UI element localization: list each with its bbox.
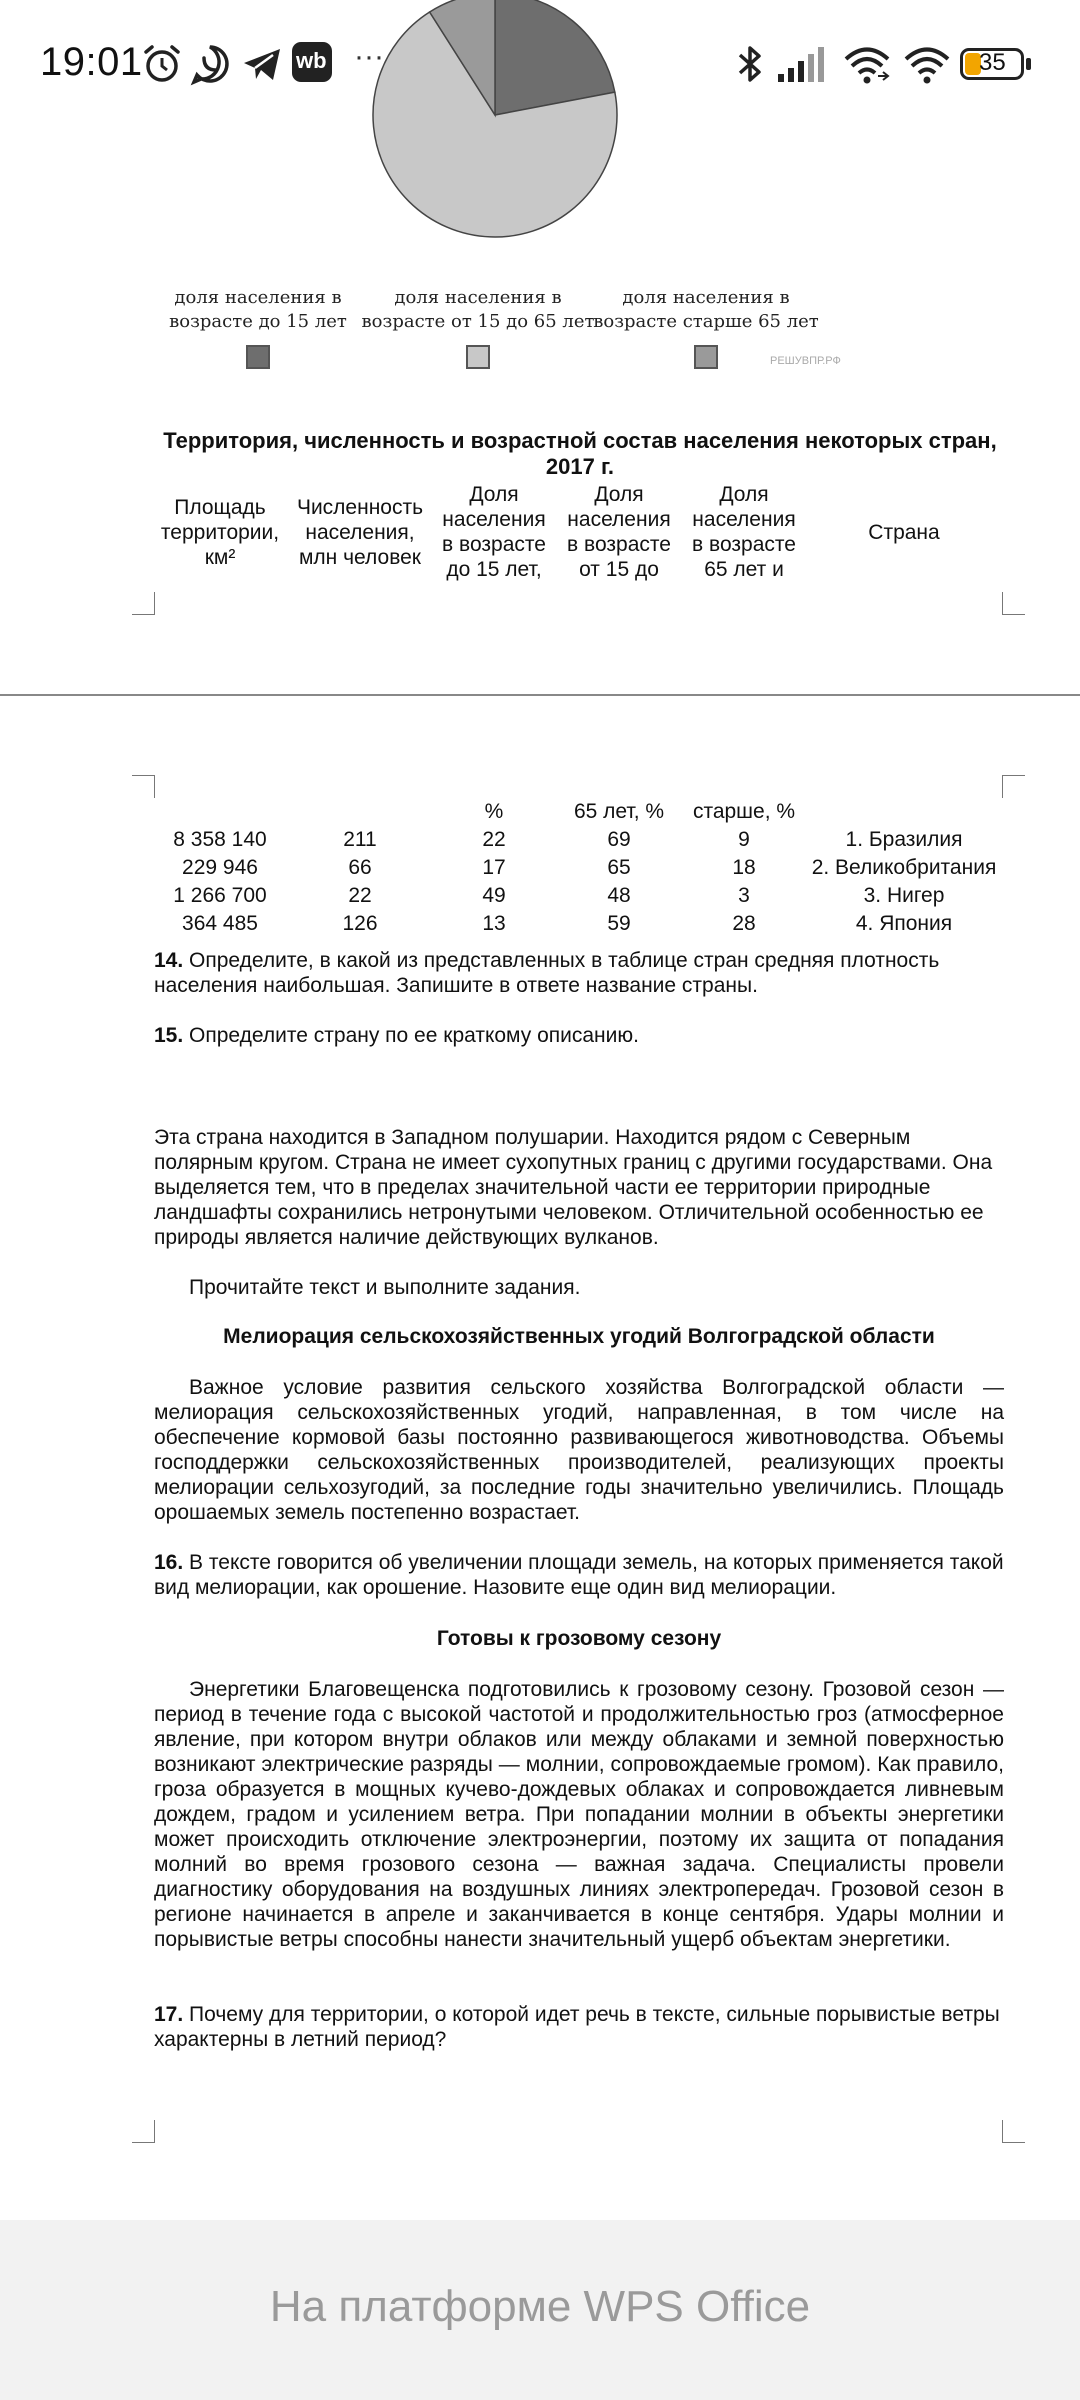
table-header-line: 65 лет и (704, 558, 784, 581)
legend-label-line: доля населения в (174, 287, 342, 308)
table-header-col-2 (285, 495, 435, 570)
question-15-number: 15. (154, 1024, 184, 1047)
table-title-line2: 2017 г. (545, 454, 615, 479)
status-bar (0, 0, 1080, 128)
table-header-col-3 (434, 482, 554, 582)
table-cell: 13 (482, 912, 506, 935)
legend-swatch-1 (246, 345, 270, 369)
question-15-description: Эта страна находится в Западном полушарии. Находится рядом с Северным полярным кругом. Страна не имеет сухопутных границ с другими государствами. Она выделяется тем, что в пределах значительной части ее территории природные ландшафты сохранились нетронутыми человеком. Отличительной особенностью ее природы является наличие действующих вулканов. (154, 1126, 993, 1249)
table-cell: 17 (482, 856, 506, 879)
question-16 (154, 1550, 1004, 1600)
table-cell: 28 (732, 912, 756, 935)
legend-label-line: возрасте от 15 до 65 лет (361, 311, 595, 332)
question-16-text: В тексте говорится об увеличении площади земель, на которых применяется такой вид мелиорации, как орошение. Назовите еще один вид мелиорации. (154, 1551, 1004, 1599)
page-corner-mark (1002, 592, 1025, 615)
table-cell: 229 946 (182, 856, 258, 879)
battery-icon (960, 48, 1024, 80)
table-header-cont-col-3: % (484, 800, 504, 823)
table-cell: 66 (348, 856, 372, 879)
bluetooth-icon (728, 42, 772, 86)
wifi-icon (842, 42, 892, 86)
question-17 (154, 2002, 1004, 2052)
wps-banner-text[interactable]: На платформе WPS Office (269, 2282, 811, 2331)
text-heading-thunderstorm: Готовы к грозовому сезону (436, 1627, 722, 1650)
table-cell: 364 485 (182, 912, 258, 935)
legend-label-1 (138, 286, 378, 334)
table-header-col-5 (684, 482, 804, 582)
table-cell: 9 (738, 828, 750, 851)
page-corner-mark (132, 592, 155, 615)
table-cell: 1 266 700 (173, 884, 267, 907)
table-header-line: территории, (160, 521, 280, 544)
question-17-number: 17. (154, 2003, 184, 2026)
table-header-line: в возрасте (442, 533, 546, 556)
legend-swatch-3 (694, 345, 718, 369)
question-15 (154, 1023, 1004, 1048)
table-header-line: населения (442, 508, 546, 531)
table-cell: 1. Бразилия (845, 828, 963, 851)
table-header-line: населения, (305, 521, 415, 544)
status-time: 19:01 (40, 40, 143, 84)
table-cell: 8 358 140 (173, 828, 267, 851)
legend-label-3 (586, 286, 826, 334)
legend-swatch-2 (466, 345, 490, 369)
table-header-col-1 (150, 495, 290, 570)
question-17-text: Почему для территории, о которой идет речь в тексте, сильные порывистые ветры характерны в летний период? (154, 2003, 1000, 2051)
table-header-line: населения (692, 508, 796, 531)
more-notifications-icon: ··· (354, 40, 384, 73)
table-title (150, 428, 1010, 480)
legend-label-line: возрасте старше 65 лет (593, 311, 819, 332)
table-cell: 3. Нигер (863, 884, 945, 907)
page-corner-mark (132, 775, 155, 798)
page-corner-mark (132, 2120, 155, 2143)
table-header-line: от 15 до (579, 558, 659, 581)
text-heading-melioration: Мелиорация сельскохозяйственных угодий Волгоградской области (223, 1325, 935, 1348)
table-cell: 22 (482, 828, 506, 851)
table-cell: 22 (348, 884, 372, 907)
question-14 (154, 948, 1004, 998)
question-16-number: 16. (154, 1551, 184, 1574)
table-cell: 59 (607, 912, 631, 935)
page-corner-mark (1002, 2120, 1025, 2143)
table-cell: 4. Япония (855, 912, 953, 935)
question-15-text: Определите страну по ее краткому описанию. (189, 1024, 639, 1047)
page-separator (0, 694, 1080, 696)
table-cell: 211 (343, 828, 377, 851)
table-header-line: населения (567, 508, 671, 531)
table-header-col-4 (559, 482, 679, 582)
table-header-cont-col-4: 65 лет, % (573, 800, 665, 823)
legend-label-line: возрасте до 15 лет (169, 311, 347, 332)
wb-icon (292, 42, 332, 82)
table-header-line: до 15 лет, (446, 558, 542, 581)
wb-icon-label: wb (296, 48, 327, 73)
table-header-line: в возрасте (692, 533, 796, 556)
whatsapp-icon (188, 42, 232, 86)
page-corner-mark (1002, 775, 1025, 798)
table-header-line: млн человек (298, 546, 421, 569)
table-cell: 18 (732, 856, 756, 879)
table-header-line: Доля (594, 483, 644, 506)
text-thunderstorm: Энергетики Благовещенска подготовились к грозовому сезону. Грозовой сезон — период в течение года с высокой частотой и продолжительностью гроз (атмосферное явление, при котором внутри облаков или между облаками и земной поверхностью возникают электрические разряды — молнии, сопровождаемые громом). Как правило, гроза образуется в мощных кучево-дождевых облаках и сопровождается ливневым дождем, градом и усилением ветра. При попадании молнии в объекты энергетики может происходить отключение электроэнергии, поэтому их защита от попадания молний во время грозового сезона — важная задача. Специалисты провели диагностику оборудования на воздушных линиях электропередач. Грозовой сезон в регионе начинается в апреле и заканчивается в конце сентября. Удары молнии и порывистые ветры способны нанести значительный ущерб объектам энергетики. (154, 1678, 1004, 1951)
alarm-icon (140, 42, 184, 86)
table-cell: 126 (342, 912, 378, 935)
battery-level: 35 (979, 49, 1006, 76)
table-header-line: в возрасте (567, 533, 671, 556)
table-cell: 3 (738, 884, 750, 907)
table-header-line: Площадь (174, 496, 266, 519)
table-cell: 2. Великобритания (811, 856, 997, 879)
read-task: Прочитайте текст и выполните задания. (189, 1276, 581, 1299)
signal-icon (776, 42, 826, 86)
table-header-line: Доля (469, 483, 519, 506)
table-header-col-6 (834, 520, 974, 545)
table-header-cont-col-5: старше, % (692, 800, 796, 823)
wifi-icon-secondary (902, 42, 952, 86)
table-cell: 65 (607, 856, 631, 879)
table-cell: 49 (482, 884, 506, 907)
legend-label-line: доля населения в (622, 287, 790, 308)
telegram-icon (240, 42, 284, 86)
legend-label-2 (358, 286, 598, 334)
watermark: РЕШУВПР.РФ (770, 355, 841, 367)
table-cell: 69 (607, 828, 631, 851)
table-cell: 48 (607, 884, 631, 907)
table-title-line1: Территория, численность и возрастной состав населения некоторых стран, (163, 428, 997, 453)
table-header-line: км² (204, 546, 236, 569)
text-melioration: Важное условие развития сельского хозяйства Волгоградской области — мелиорация сельскохозяйственных угодий, направленная, в том числе на обеспечение кормовой базы постоянно развивающегося животноводства. Объемы господдержки сельскохозяйственных производителей, реализующих проекты мелиорации сельхозугодий, за последние годы значительно увеличились. Площадь орошаемых земель постепенно возрастает. (154, 1376, 1004, 1524)
question-14-number: 14. (154, 949, 184, 972)
table-header-line: Доля (719, 483, 769, 506)
legend-label-line: доля населения в (394, 287, 562, 308)
question-14-text: Определите, в какой из представленных в таблице стран средняя плотность населения наибольшая. Запишите в ответе название страны. (154, 949, 940, 997)
table-header-line: Численность (296, 496, 424, 519)
table-header-line: Страна (868, 521, 940, 544)
